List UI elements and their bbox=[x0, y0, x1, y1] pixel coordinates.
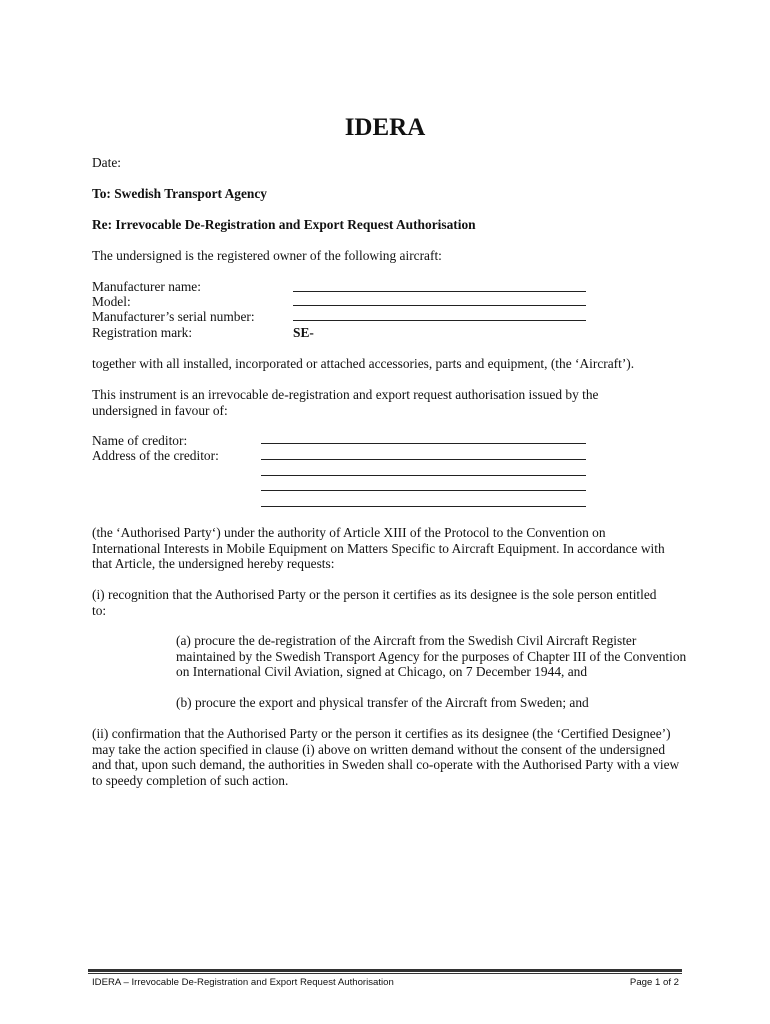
date-label: Date: bbox=[92, 155, 121, 170]
to-line: To: Swedish Transport Agency bbox=[92, 186, 267, 201]
document-title: IDERA bbox=[344, 114, 426, 141]
model-field[interactable] bbox=[293, 305, 586, 306]
creditor-address-field-line-4[interactable] bbox=[261, 506, 586, 507]
creditor-name-field[interactable] bbox=[261, 443, 586, 444]
re-line: Re: Irrevocable De-Registration and Export Request Authorisation bbox=[92, 217, 476, 232]
creditor-address-field-line-3[interactable] bbox=[261, 490, 586, 491]
footer-title: IDERA – Irrevocable De-Registration and Export Request Authorisation bbox=[92, 977, 394, 988]
aircraft-clause: together with all installed, incorporated or attached accessories, parts and equipment, (the ‘Aircraft’). bbox=[92, 356, 635, 371]
manufacturer-name-field[interactable] bbox=[293, 291, 586, 292]
footer-rule bbox=[88, 969, 682, 974]
model-label: Model: bbox=[92, 294, 131, 309]
clause-i: (i) recognition that the Authorised Party or the person it certifies as its designee is the sole person entitled to: bbox=[92, 587, 657, 618]
page-number: Page 1 of 2 bbox=[629, 977, 679, 988]
instrument-paragraph: This instrument is an irrevocable de-registration and export request authorisation issued by the undersigned in favour of: bbox=[92, 387, 599, 418]
clause-a: (a) procure the de-registration of the Aircraft from the Swedish Civil Aircraft Register maintained by the Swedish Transport Agency for the purposes of Chapter III of the Convention on International Civil Aviation, signed at Chicago, on 7 December 1944, and bbox=[176, 633, 687, 679]
authorised-party-paragraph: (the ‘Authorised Party‘) under the authority of Article XIII of the Protocol to the Convention on International Interests in Mobile Equipment on Matters Specific to Aircraft Equipment. In accordance with that Article, the undersigned hereby requests: bbox=[92, 525, 665, 571]
intro-paragraph: The undersigned is the registered owner of the following aircraft: bbox=[92, 248, 442, 263]
creditor-address-label: Address of the creditor: bbox=[92, 448, 219, 463]
clause-b: (b) procure the export and physical transfer of the Aircraft from Sweden; and bbox=[176, 695, 589, 710]
registration-prefix: SE- bbox=[293, 325, 314, 340]
manufacturer-name-label: Manufacturer name: bbox=[92, 279, 201, 294]
registration-mark-label: Registration mark: bbox=[92, 325, 193, 340]
creditor-name-label: Name of creditor: bbox=[92, 433, 188, 448]
creditor-address-field-line-1[interactable] bbox=[261, 459, 586, 460]
serial-number-field[interactable] bbox=[293, 320, 586, 321]
serial-number-label: Manufacturer’s serial number: bbox=[92, 309, 255, 324]
clause-ii: (ii) confirmation that the Authorised Party or the person it certifies as its designee (the ‘Certified Designee’) may take the action specified in clause (i) above on written demand without the consent of the undersigned and that, upon such demand, the authorities in Sweden shall co-operate with the Authorised Party with a view to speedy completion of such action. bbox=[92, 726, 680, 788]
creditor-address-field-line-2[interactable] bbox=[261, 475, 586, 476]
